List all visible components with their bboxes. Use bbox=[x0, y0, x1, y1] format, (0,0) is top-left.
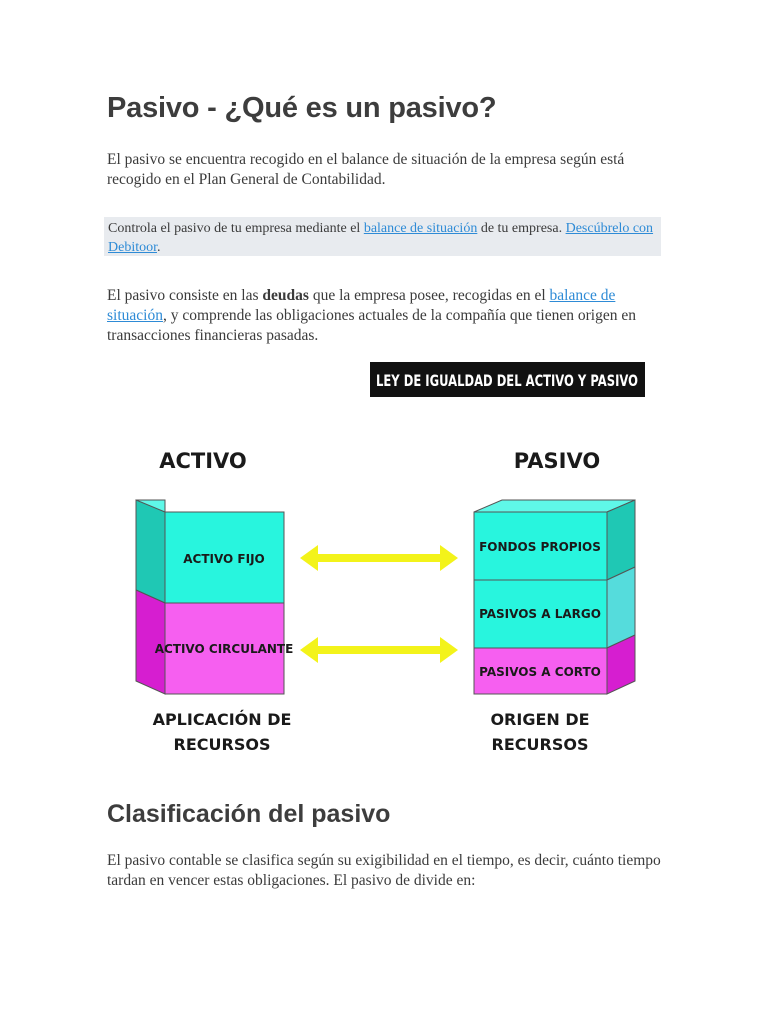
pasivo-caption-line2: RECURSOS bbox=[491, 735, 589, 754]
activo-block bbox=[136, 500, 284, 694]
pasivo-title: PASIVO bbox=[513, 449, 601, 473]
deudas-paragraph bbox=[107, 286, 667, 346]
paragraph-text: El pasivo consiste en las bbox=[107, 287, 263, 304]
callout-box bbox=[104, 217, 661, 256]
pasivos-largo-label: PASIVOS A LARGO bbox=[479, 607, 601, 621]
diagram-banner: LEY DE IGUALDAD DEL ACTIVO Y PASIVO bbox=[376, 371, 638, 390]
balance-diagram bbox=[100, 355, 680, 775]
fondos-propios-side bbox=[607, 500, 635, 580]
activo-circulante-label: ACTIVO CIRCULANTE bbox=[154, 642, 294, 656]
activo-caption-line1: APLICACIÓN DE bbox=[152, 710, 292, 729]
activo-fijo-side bbox=[136, 500, 165, 603]
pasivos-largo-side bbox=[607, 567, 635, 648]
clasificacion-paragraph: El pasivo contable se clasifica según su exigibilidad en el tiempo, es decir, cuánto tiempo tardan en vencer estas obligaciones. El pasivo de divide en: bbox=[107, 852, 661, 889]
callout-text: Controla el pasivo de tu empresa mediante el bbox=[108, 221, 364, 236]
activo-title: ACTIVO bbox=[159, 449, 247, 473]
intro-paragraph: El pasivo se encuentra recogido en el balance de situación de la empresa según está recogido en el Plan General de Contabilidad. bbox=[107, 151, 625, 188]
pasivos-corto-label: PASIVOS A CORTO bbox=[479, 665, 601, 679]
balance-link[interactable]: balance de situación bbox=[363, 221, 478, 236]
page-title: Pasivo - ¿Qué es un pasivo? bbox=[107, 92, 497, 124]
paragraph-text: que la empresa posee, recogidas en el bbox=[308, 287, 550, 304]
activo-fijo-label: ACTIVO FIJO bbox=[183, 552, 265, 566]
callout-text: de tu empresa. bbox=[477, 221, 566, 236]
deudas-bold: deudas bbox=[262, 287, 309, 304]
arrow-top bbox=[300, 545, 458, 571]
activo-caption-line2: RECURSOS bbox=[173, 735, 271, 754]
balance-link-2[interactable]: balance de situación bbox=[107, 287, 616, 324]
pasivo-caption-line1: ORIGEN DE bbox=[490, 710, 590, 729]
debitoor-link[interactable]: Descúbrelo con Debitoor bbox=[108, 221, 654, 255]
arrow-bottom bbox=[300, 637, 458, 663]
paragraph-text: , y comprende las obligaciones actuales de la compañía que tienen origen en transacciones financieras pasadas. bbox=[107, 307, 636, 344]
fondos-propios-label: FONDOS PROPIOS bbox=[479, 540, 601, 554]
section-title: Clasificación del pasivo bbox=[107, 800, 391, 828]
callout-text: . bbox=[157, 240, 161, 255]
